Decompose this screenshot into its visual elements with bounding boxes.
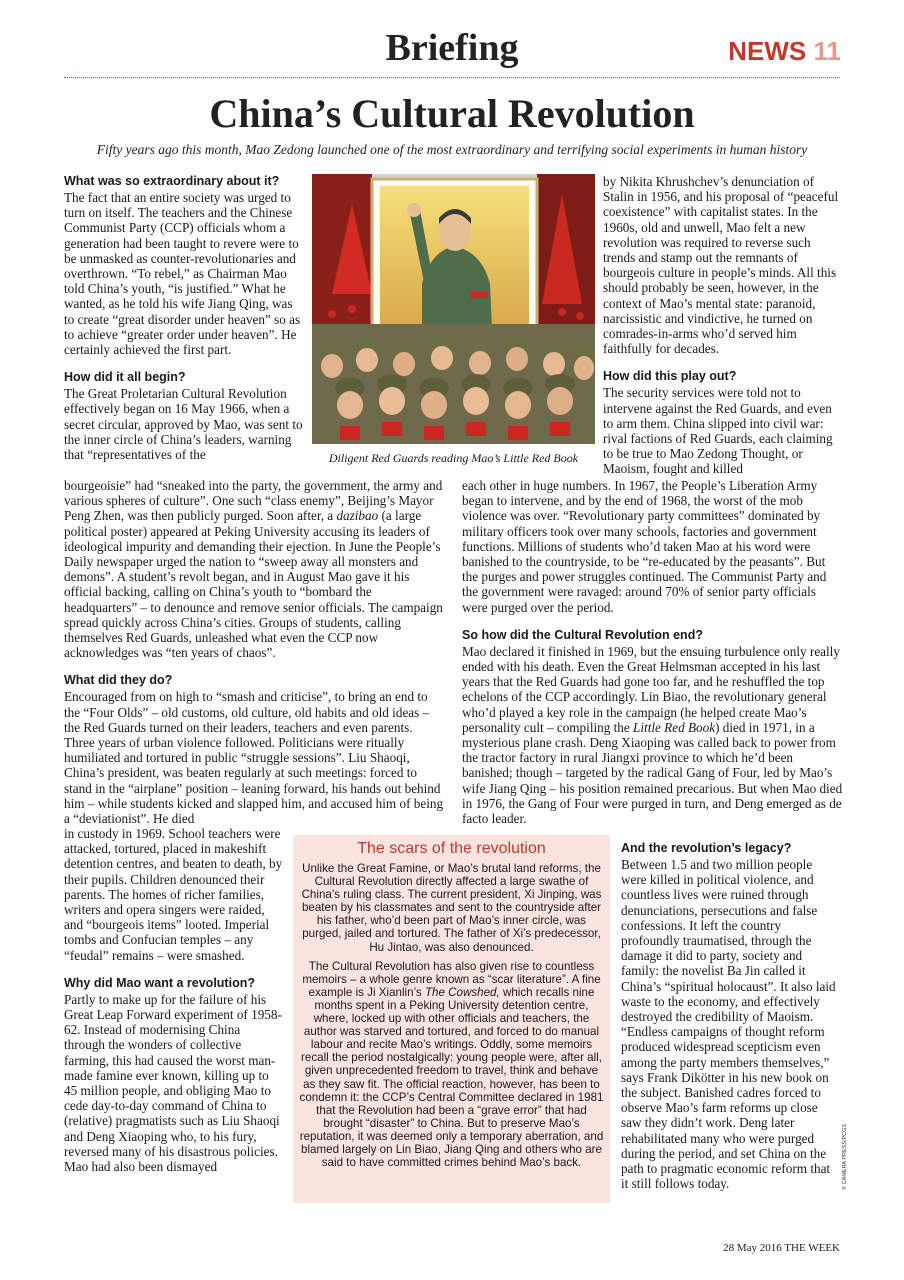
sidebar-para-1: Unlike the Great Famine, or Mao’s brutal land reforms, the Cultural Revolution directly affected a large swathe of China’s ruling class. The current president, Xi Jinping, was beaten by his classmates and sent to the countryside after his father, who’d been part of Mao’s inner circle, was purged, jailed and tortured. The father of Xi’s predecessor, Hu Jintao, was also denounced.: [301, 862, 602, 954]
para-mao-reasons-a: Partly to make up for the failure of his Great Leap Forward experiment of 1958-62. Instead of modernising China through the wonders of collective farming, this had caused the worst man-made famine ever known, killing up to 45 million people, and obliging Mao to cede day-to-day command of China to (relative) pragmatists such as Liu Shaoqi and Deng Xiaoping who, to his fury, reversed many of his disastrous policies. Mao had also been dismayed: [64, 991, 282, 1175]
book-title-cowshed: The Cowshed,: [424, 985, 500, 999]
book-title-little-red-book: Little Red Book: [633, 719, 716, 735]
section-label: [700, 36, 841, 67]
page-footer: 28 May 2016 THE WEEK: [723, 1242, 840, 1254]
para-what-did-they-do-a: Encouraged from on high to “smash and criticise”, to bring an end to the “Four Olds” – old customs, old culture, old habits and old ideas – the Red Guards turned on their leaders, teachers and even parents. Three years of urban violence followed. Politicians were ritually humiliated and tortured in public “struggle sessions”. Liu Shaoqi, China’s president, was beaten regularly at such meetings: forced to stand in the “airplane” position – leaning forward, his hands out behind him – while students kicked and slapped him, and accused him of being a “deviationist”. He died: [64, 689, 444, 827]
photo-image: [312, 174, 595, 444]
para-how-end-1: Mao declared it finished in 1969, but the ensuing turbulence only really ended with his death. Even the Great Helmsman accepted in his last years that the Red Guards had gone too far, and he reshuffled the top echelons of the CCP accordingly. Lin Biao, the revolutionary general who’d played a key role in the campaign (he helped create Mao’s personality cult – compiling the: [462, 643, 840, 735]
para-extraordinary: The fact that an entire society was urged to turn on itself. The teachers and the Chinese Communist Party (CCP) officials whom a generation had been taught to revere were to be unmasked as counter-revolutionaries and overthrown. “To rebel,” as Chairman Mao told China’s youth, “is justified.” What he wanted, as he told his wife Jiang Qing, was to create “great disorder under heaven” so as to achieve “greater order under heaven”. He certainly achieved the first part.: [64, 190, 301, 358]
para-begin-b-2: (a large political poster) appeared at Peking University accusing its leaders of ideological impurity and demanding their ejection. In June the People’s Daily newspaper urged the nation to “sweep away all monsters and demons”. A student’s revolt began, and in August Mao gave it his official backing, calling on China’s youth to “bombard the headquarters” – to denounce and remove senior officials. The campaign spread quickly across China’s cities. Groups of students, calling themselves Red Guards, unleashed what even the CCP now acknowledges was “ten years of chaos”.: [64, 508, 443, 661]
para-play-out-a: The security services were told not to intervene against the Red Guards, and even to arm them. China slipped into civil war: rival factions of Red Guards, each claiming to be true to Mao Zedong Thought, or Maoism, fought and killed: [603, 385, 833, 477]
column-left-bottom: [64, 826, 284, 1174]
news-label: NEWS: [728, 36, 807, 66]
article-title: China’s Cultural Revolution: [209, 91, 695, 136]
column-right-top: [603, 174, 843, 477]
column-right-bottom: [621, 841, 839, 1191]
para-begin-b-1: bourgeoisie” had “sneaked into the party, the government, the army and various spheres of culture”. One such “class enemy”, Beijing’s Mayor Peng Zhen, was then publicly purged. Soon after, a: [64, 478, 443, 524]
heading-begin: How did it all begin?: [64, 370, 186, 385]
standfirst: Fifty years ago this month, Mao Zedong launched one of the most extraordinary and terrifying social experiments in human history: [96, 142, 808, 157]
photo-credit-text: © CAMERA PRESS/PCGS: [842, 1123, 848, 1190]
photo-red-guards: [312, 174, 595, 444]
column-left-top: [64, 174, 304, 462]
heading-how-end: So how did the Cultural Revolution end?: [462, 627, 703, 642]
para-what-did-they-do-b: in custody in 1969. School teachers were attacked, tortured, placed in makeshift detention centres, and beaten to death, by their pupils. Children denounced their parents. The homes of richer families, writers and opera singers were raided, and “bourgeois items” looted. Imperial tombs and Confucian temples – any “feudal” remains – were smashed.: [64, 826, 283, 963]
photo-credit: [838, 1120, 850, 1190]
sidebar-para-2a: The Cultural Revolution has also given rise to countless memoirs – a whole genre known as “scar literature”. A fine example is Ji Xianlin’s: [302, 959, 601, 999]
column-right-wide: [462, 478, 843, 826]
heading-play-out: How did this play out?: [603, 369, 737, 384]
column-left-wide: [64, 478, 444, 826]
photo-caption: Diligent Red Guards reading Mao’s Little Red Book: [328, 451, 579, 465]
para-how-end-2: ) died in 1971, in a mysterious plane crash. Deng Xiaoping was called back to power from the tractor factory in rural Jiangxi province to which he’d been banished; though – targeted by the radical Gang of Four, led by Mao’s wife Jiang Qing – his position remained precarious. But when Mao died in 1976, the Gang of Four were purged in turn, and Deng emerged as de facto leader.: [462, 719, 843, 827]
para-legacy: Between 1.5 and two million people were killed in political violence, and countless lives were ruined through denunciations, persecutions and false confessions. It left the country profoundly traumatised, through the damage it did to party, society and family: the novelist Ba Jin called it China’s “spiritual holocaust”. It also laid waste to the economy, and effectively destroyed the credibility of Maoism. “Endless campaigns of thought reform produced widespread scepticism even among the party members themselves,” says Frank Dikötter in his new book on the subject. Banished cadres forced to observe Mao’s farm reforms up close saw they didn’t work. Deng later rehabilitated many who were purged during the period, and set China on the path to pragmatic economic reform that it still follows today.: [621, 857, 836, 1192]
term-dazibao: dazibao: [336, 508, 379, 524]
page-number: 11: [813, 36, 841, 66]
header-divider: [64, 77, 840, 78]
heading-why-mao: Why did Mao want a revolution?: [64, 975, 255, 990]
heading-legacy: And the revolution’s legacy?: [621, 841, 792, 855]
heading-what-did-they-do: What did they do?: [64, 673, 173, 688]
para-how-end: [462, 644, 843, 826]
section-title: Briefing: [385, 27, 519, 69]
sidebar-title: The scars of the revolution: [357, 840, 546, 857]
sidebar-para-2: [298, 960, 605, 1170]
sidebar-para-2b: which recalls nine months spent in a Peking University detention centre, where, locked up with other officials and teachers, the author was starved and tortured, and forced to do manual labour and recite Mao’s writings. Oddly, some memoirs recall the period nostalgically: young people were, after all, given unprecedented freedom to travel, think and behave as they saw fit. The official reaction, however, has been to condemn it: the CCP’s Central Committee declared in 1981 that the Revolution had been a “grave error” that had brought “disaster” to China. But to preserve Mao’s reputation, it was deemed only a temporary aberration, and blamed largely on Lin Biao, Jiang Qing and others who are said to have committed crimes behind Mao’s back.: [299, 985, 604, 1170]
para-begin-a: The Great Proletarian Cultural Revolution effectively began on 16 May 1966, when a secret circular, approved by Mao, was sent to the inner circle of China’s leaders, warning that “representatives of the: [64, 386, 303, 463]
para-play-out-b: each other in huge numbers. In 1967, the People’s Liberation Army began to intervene, and by the end of 1968, the worst of the mob violence was over. “Revolutionary party committees” dominated by military officers took over many schools, factories and government functions. Millions of students who’d taken Mao at his word were banished to the countryside, to be “re-educated by the peasants”. But the purges and power struggles continued. The Communist Party and the government were ravaged: around 70% of senior party officials were purged over the period.: [462, 478, 827, 615]
heading-extraordinary: What was so extraordinary about it?: [64, 174, 280, 188]
para-begin-b: [64, 478, 444, 660]
para-mao-reasons-b: by Nikita Khrushchev’s denunciation of Stalin in 1956, and his proposal of “peaceful coexistence” with capitalist states. In the 1960s, old and unwell, Mao felt a new revolution was required to reverse such trends and stamp out the remnants of bourgeois culture in people’s minds. All this should probably be seen, however, in the context of Mao’s mental state: paranoid, narcissistic and vindictive, he turned on comrades-in-arms who’d served him faithfully for decades.: [603, 174, 839, 357]
sidebar-text: [298, 862, 605, 1175]
